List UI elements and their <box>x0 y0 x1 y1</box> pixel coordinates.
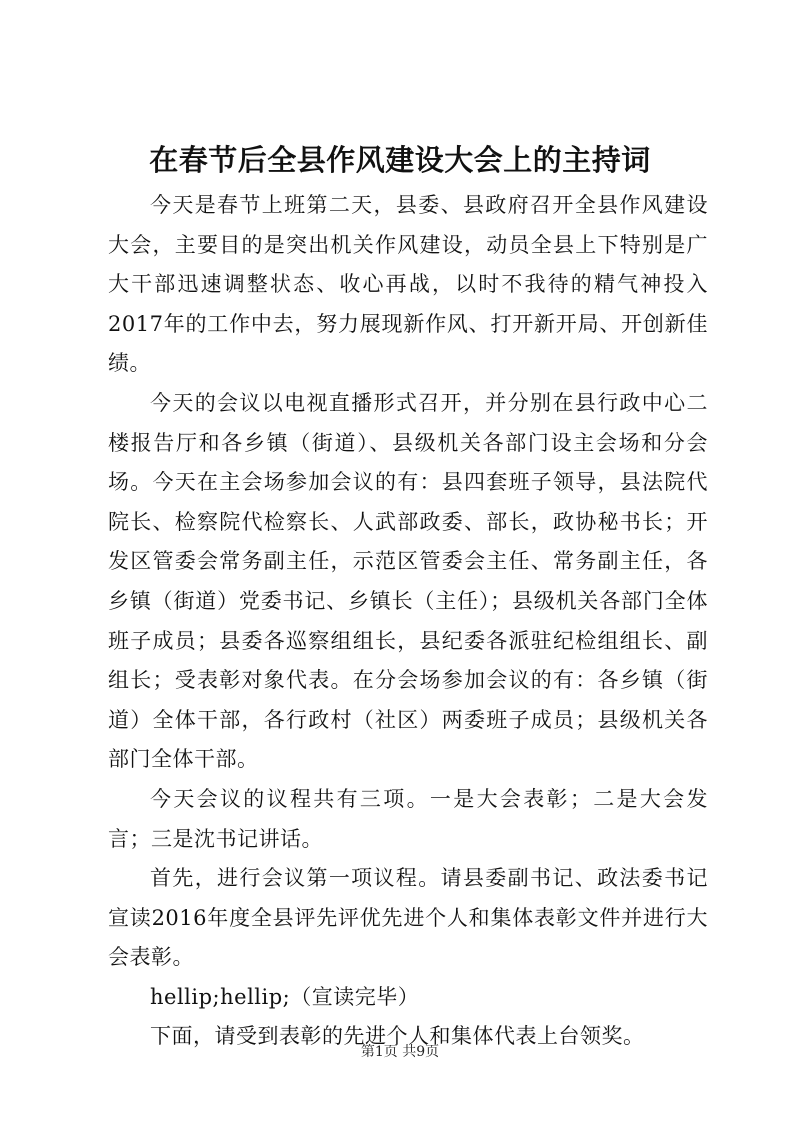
paragraph-agenda: 今天会议的议程共有三项。一是大会表彰；二是大会发言；三是沈书记讲话。 <box>108 786 708 851</box>
paragraph-opening: 今天是春节上班第二天，县委、县政府召开全县作风建设大会，主要目的是突出机关作风建设，动员全县上下特别是广大干部迅速调整状态、收心再战，以时不我待的精气神投入2017年的工作中去，努力展现新作风、打开新开局、开创新佳绩。 <box>108 193 708 376</box>
paragraph-reading-done: hellip;hellip;（宣读完毕） <box>150 984 420 1009</box>
document-body <box>108 186 708 1057</box>
document-title: 在春节后全县作风建设大会上的主持词 <box>149 143 651 177</box>
page-number-footer: 第1页 共9页 <box>360 1044 440 1060</box>
paragraph-attendees: 今天的会议以电视直播形式召开，并分别在县行政中心二楼报告厅和各乡镇（街道）、县级机关各部门设主会场和分会场。今天在主会场参加会议的有：县四套班子领导，县法院代院长、检察院代检察长、人武部政委、部长，政协秘书长；开发区管委会常务副主任，示范区管委会主任、常务副主任，各乡镇（街道）党委书记、乡镇长（主任）；县级机关各部门全体班子成员；县委各巡察组组长，县纪委各派驻纪检组组长、副组长；受表彰对象代表。在分会场参加会议的有：各乡镇（街道）全体干部，各行政村（社区）两委班子成员；县级机关各部门全体干部。 <box>108 390 708 772</box>
paragraph-award: 下面，请受到表彰的先进个人和集体代表上台领奖。 <box>150 1024 645 1049</box>
paragraph-first-item: 首先，进行会议第一项议程。请县委副书记、政法委书记宣读2016年度全县评先评优先进个人和集体表彰文件并进行大会表彰。 <box>108 866 708 970</box>
